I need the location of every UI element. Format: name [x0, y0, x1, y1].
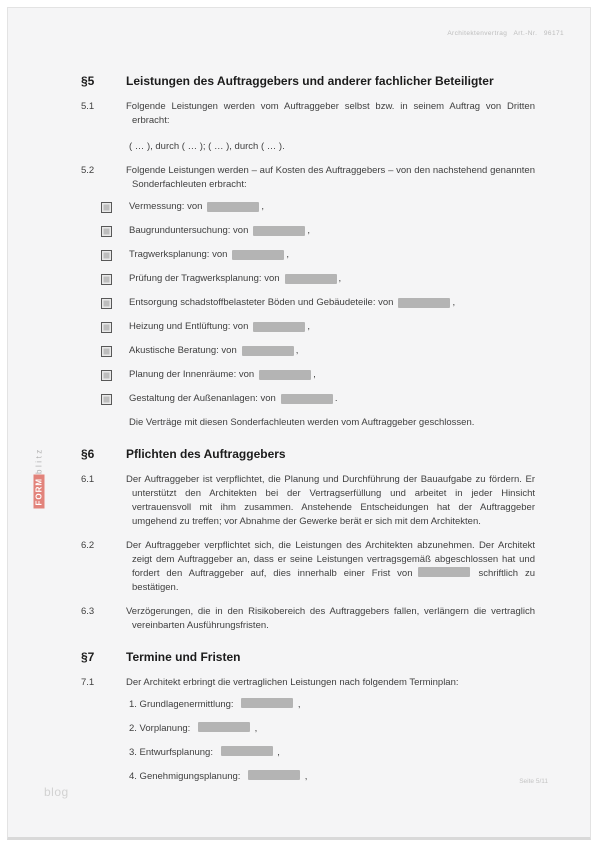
checklist-item-pruefung	[101, 272, 535, 286]
clause-6-3-number: 6.3	[81, 606, 95, 617]
schedule-item-vorplanung	[129, 722, 535, 736]
document-page	[7, 7, 591, 840]
schedule-label: 1. Grundlagenermittlung:	[129, 699, 234, 710]
checkbox-icon[interactable]	[101, 202, 112, 213]
schedule-label: 3. Entwurfsplanung:	[129, 747, 213, 758]
clause-6-2	[81, 539, 535, 595]
schedule-tail: ,	[304, 771, 308, 782]
checklist-label: Entsorgung schadstoffbelasteter Böden und Gebäudeteile: von	[129, 297, 394, 308]
header-meta: Architektenvertrag Art.-Nr. 96171	[447, 30, 564, 37]
clause-5-2-number: 5.2	[81, 165, 95, 176]
checklist-label: Akustische Beratung: von	[129, 345, 237, 356]
checklist-tail: ,	[452, 297, 456, 308]
clause-7-1	[81, 676, 535, 690]
redacted-value	[398, 298, 450, 308]
schedule-tail: ,	[277, 747, 280, 758]
page-number: Seite 5/11	[519, 778, 548, 785]
section-7-heading	[81, 650, 535, 664]
clause-6-2-text	[126, 539, 535, 595]
clause-5-2	[81, 164, 535, 192]
schedule-label: 2. Vorplanung:	[129, 723, 191, 734]
schedule-item-grundlagen	[129, 698, 535, 712]
clause-5-1	[81, 100, 535, 128]
clause-5-1-number: 5.1	[81, 101, 95, 112]
redacted-value	[285, 274, 337, 284]
checkbox-icon[interactable]	[101, 250, 112, 261]
document-content	[8, 8, 590, 794]
checkbox-icon[interactable]	[101, 274, 112, 285]
redacted-value	[198, 722, 250, 732]
formblitz-logo	[33, 429, 46, 509]
clause-7-1-text: Der Architekt erbringt die vertraglichen Leistungen nach folgendem Terminplan:	[126, 677, 459, 688]
schedule-item-genehmigung	[129, 770, 535, 784]
redacted-value	[221, 746, 273, 756]
clause-5-1-text: Folgende Leistungen werden vom Auftraggeber selbst bzw. in seinem Auftrag von Dritten erbracht:	[126, 101, 535, 126]
schedule-tail: ,	[297, 699, 301, 710]
checklist-tail: ,	[307, 225, 311, 236]
redacted-value	[281, 394, 333, 404]
section-6-heading	[81, 447, 535, 461]
clause-5-1-fill-line: ( … ), durch ( … ); ( … ), durch ( … ).	[129, 141, 285, 152]
checklist-item-heizung	[101, 320, 535, 334]
formblitz-logo-blitz: blitz	[34, 447, 44, 474]
clause-6-3-text: Verzögerungen, die in den Risikobereich des Auftraggebers fallen, verlängern die vertraglich vereinbarten Ausführungsfristen.	[126, 606, 535, 631]
clause-6-3	[81, 605, 535, 633]
checklist-tail: ,	[307, 321, 311, 332]
checklist-label: Planung der Innenräume: von	[129, 369, 255, 380]
checklist-item-entsorgung	[101, 296, 535, 310]
checklist-item-baugrund	[101, 224, 535, 238]
checkbox-icon[interactable]	[101, 322, 112, 333]
redacted-value	[253, 226, 305, 236]
checkbox-icon[interactable]	[101, 370, 112, 381]
checkbox-icon[interactable]	[101, 226, 112, 237]
checkbox-icon[interactable]	[101, 298, 112, 309]
section-5-number: §5	[81, 74, 95, 88]
schedule-tail: ,	[254, 723, 258, 734]
redacted-value	[259, 370, 311, 380]
checklist-tail: .	[334, 393, 338, 404]
specialist-checklist	[81, 200, 535, 406]
checklist-tail: ,	[295, 345, 299, 356]
section-6-title: Pflichten des Auftraggebers	[126, 447, 286, 461]
clause-6-1	[81, 473, 535, 529]
checklist-label: Prüfung der Tragwerksplanung: von	[129, 273, 280, 284]
redacted-value	[253, 322, 305, 332]
checklist-tail: ,	[286, 249, 290, 260]
clause-5-2-text: Folgende Leistungen werden – auf Kosten des Auftraggebers – von den nachstehend genannten Sonderfachleuten erbracht:	[126, 165, 535, 190]
footer-blog-label: blog	[44, 785, 69, 799]
clause-6-2-number: 6.2	[81, 540, 95, 551]
schedule-label: 4. Genehmigungsplanung:	[129, 771, 241, 782]
schedule-item-entwurf	[129, 746, 535, 760]
redacted-value	[248, 770, 300, 780]
redacted-value	[232, 250, 284, 260]
checklist-label: Tragwerksplanung: von	[129, 249, 228, 260]
clause-6-1-text: Der Auftraggeber ist verpflichtet, die Planung und Durchführung der Bauaufgabe zu fördern. Er unterstützt den Architekten bei der Vertragserfüllung und arbeitet in jeder Hinsicht vertrauensvoll mit ihm zusammen. Anstehende Entscheidungen hat der Auftraggeber umgehend zu treffen; vor Abnahme der Gewerke berät er sich mit dem Architekten.	[126, 474, 535, 527]
formblitz-logo-form: FORM	[34, 475, 45, 509]
section-7-number: §7	[81, 650, 95, 664]
redacted-value	[207, 202, 259, 212]
section-6-number: §6	[81, 447, 95, 461]
checklist-label: Gestaltung der Außenanlagen: von	[129, 393, 276, 404]
checklist-label: Heizung und Entlüftung: von	[129, 321, 249, 332]
checklist-item-akustik	[101, 344, 535, 358]
checkbox-icon[interactable]	[101, 394, 112, 405]
redacted-value	[418, 567, 470, 577]
checkbox-icon[interactable]	[101, 346, 112, 357]
checklist-item-innenraeume	[101, 368, 535, 382]
checklist-tail: ,	[338, 273, 342, 284]
checklist-tail: ,	[261, 201, 265, 212]
clause-7-1-number: 7.1	[81, 677, 95, 688]
section-7-title: Termine und Fristen	[126, 650, 241, 664]
redacted-value	[242, 346, 294, 356]
checklist-item-aussenanlagen	[101, 392, 535, 406]
redacted-value	[241, 698, 293, 708]
section-5-heading	[81, 74, 535, 88]
checklist-tail: ,	[313, 369, 316, 380]
clause-6-2-text-after: schriftlich zu bestätigen.	[132, 568, 536, 593]
clause-6-1-number: 6.1	[81, 474, 95, 485]
clause-5-closing: Die Verträge mit diesen Sonderfachleuten werden vom Auftraggeber geschlossen.	[129, 417, 475, 428]
checklist-item-vermessung	[101, 200, 535, 214]
checklist-item-tragwerk	[101, 248, 535, 262]
clause-6-2-text-before: Der Auftraggeber verpflichtet sich, die Leistungen des Architekten abzunehmen. Der Architekt zeigt dem Auftraggeber an, dass er seine Leistungen vertragsgemäß abgeschlossen hat und fordert den Auftraggeber auf, dies innerhalb einer Frist von	[126, 540, 535, 579]
schedule-list	[129, 698, 535, 784]
section-5-title: Leistungen des Auftraggebers und anderer fachlicher Beteiligter	[126, 74, 494, 88]
checklist-label: Vermessung: von	[129, 201, 203, 212]
checklist-label: Baugrunduntersuchung: von	[129, 225, 249, 236]
